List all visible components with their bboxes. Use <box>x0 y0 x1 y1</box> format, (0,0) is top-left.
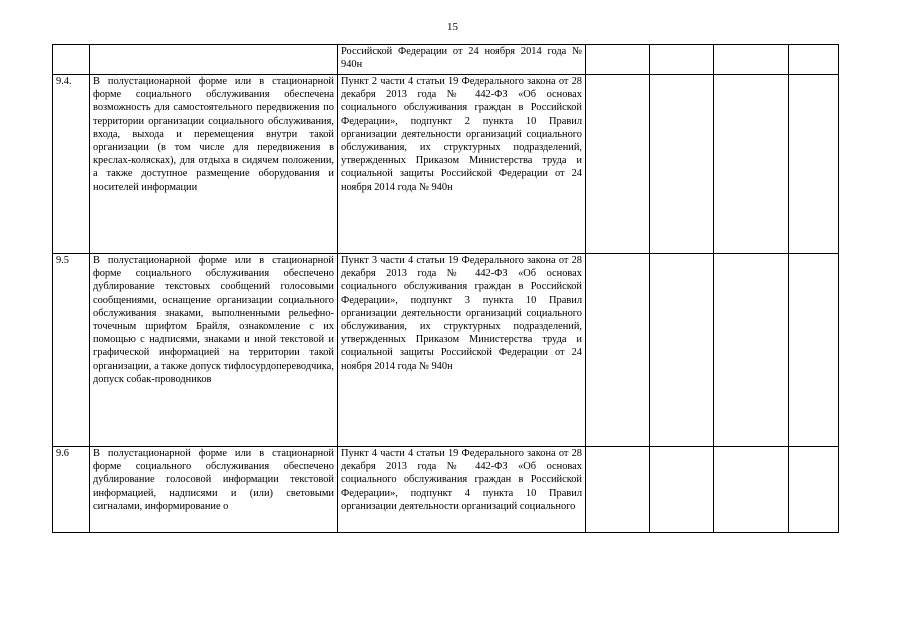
legal-basis: Пункт 3 части 4 статьи 19 Федерального закона от 28 декабря 2013 года № 442-ФЗ «Об основах социального обслуживания граждан в Российской Федерации», подпункт 3 пункта 10 Правил организации деятельности организаций социального обслуживания, их структурных подразделений, утвержденных Приказом Министерства труда и социальной защиты Российской Федерации от 24 ноября 2014 года № 940н <box>338 254 586 447</box>
table-row <box>53 254 839 447</box>
requirements-table <box>52 44 839 533</box>
empty-cell <box>650 45 714 75</box>
empty-cell <box>586 254 650 447</box>
table-row <box>53 447 839 533</box>
empty-cell <box>789 254 839 447</box>
empty-cell <box>714 254 789 447</box>
row-number <box>53 45 90 75</box>
legal-basis: Пункт 2 части 4 статьи 19 Федерального закона от 28 декабря 2013 года № 442-ФЗ «Об основах социального обслуживания граждан в Российской Федерации», подпункт 2 пункта 10 Правил организации деятельности организаций социального обслуживания, их структурных подразделений, утвержденных Приказом Министерства труда и социальной защиты Российской Федерации от 24 ноября 2014 года № 940н <box>338 75 586 254</box>
empty-cell <box>650 254 714 447</box>
empty-cell <box>789 447 839 533</box>
empty-cell <box>586 75 650 254</box>
empty-cell <box>714 75 789 254</box>
requirement-description: В полустационарной форме или в стационарной форме социального обслуживания обеспечено дублирование голосовой информации текстовой информацией, надписями и (или) световыми сигналами, информирование о <box>90 447 338 533</box>
row-number: 9.6 <box>53 447 90 533</box>
empty-cell <box>714 447 789 533</box>
empty-cell <box>650 447 714 533</box>
row-number: 9.5 <box>53 254 90 447</box>
requirement-description: В полустационарной форме или в стационарной форме социального обслуживания обеспечено дублирование текстовых сообщений голосовыми сообщениями, оснащение организации социального обслуживания знаками, выполненными рельефно-точечным шрифтом Брайля, ознакомление с их помощью с надписями, знаками и иной текстовой и графической информацией на территории такой организации, а также допуск тифлосурдопереводчика, допуск собак-проводников <box>90 254 338 447</box>
empty-cell <box>586 447 650 533</box>
table-row <box>53 45 839 75</box>
empty-cell <box>789 45 839 75</box>
row-number: 9.4. <box>53 75 90 254</box>
requirement-description: В полустационарной форме или в стационарной форме социального обслуживания обеспечена возможность для самостоятельного передвижения по территории организации социального обслуживания, входа, выхода и перемещения внутри такой организации (в том числе для передвижения в креслах-колясках), для отдыха в сидячем положении, а также доступное размещение оборудования и носителей информации <box>90 75 338 254</box>
empty-cell <box>714 45 789 75</box>
requirement-description <box>90 45 338 75</box>
legal-basis: Пункт 4 части 4 статьи 19 Федерального закона от 28 декабря 2013 года № 442-ФЗ «Об основах социального обслуживания граждан в Российской Федерации», подпункт 4 пункта 10 Правил организации деятельности организаций социального <box>338 447 586 533</box>
legal-basis: Российской Федерации от 24 ноября 2014 года № 940н <box>338 45 586 75</box>
empty-cell <box>789 75 839 254</box>
empty-cell <box>586 45 650 75</box>
table-row <box>53 75 839 254</box>
empty-cell <box>650 75 714 254</box>
page-number: 15 <box>447 21 458 33</box>
